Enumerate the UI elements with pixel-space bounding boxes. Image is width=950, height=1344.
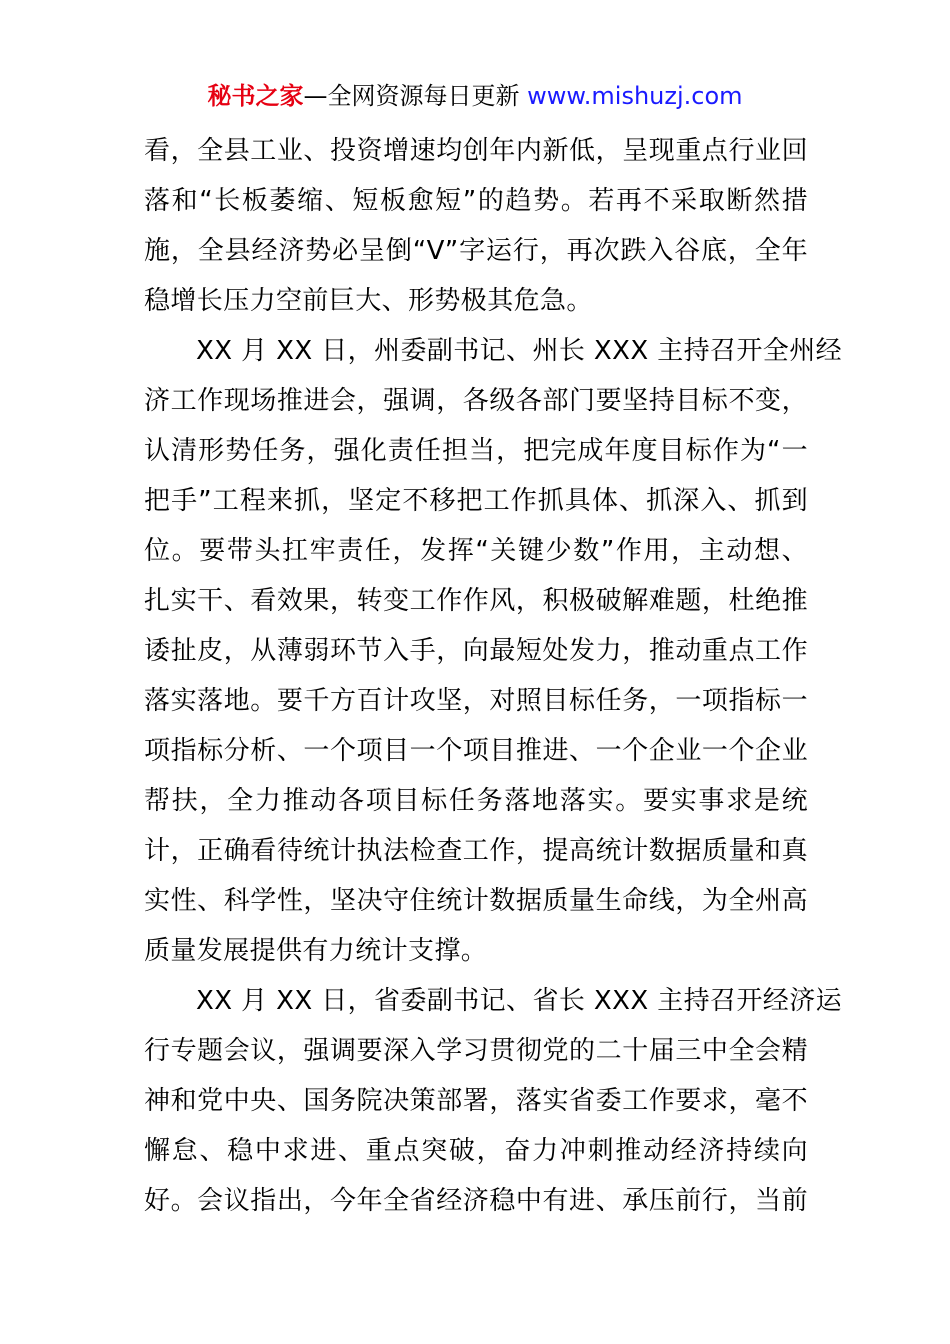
text-line: 质量发展提供有力统计支撑。 bbox=[144, 936, 488, 966]
document-body bbox=[144, 126, 843, 1226]
text-line: 帮扶，全力推动各项目标任务落地落实。要实事求是统 bbox=[144, 786, 808, 816]
text-line: 位。要带头扛牢责任，发挥“关键少数”作用，主动想、 bbox=[144, 536, 808, 566]
text-line: 济工作现场推进会，强调，各级各部门要坚持目标不变， bbox=[144, 386, 808, 416]
text-line: 项指标分析、一个项目一个项目推进、一个企业一个企业 bbox=[144, 736, 808, 766]
text-line: 懈怠、稳中求进、重点突破，奋力冲刺推动经济持续向 bbox=[144, 1136, 808, 1166]
paragraph-1 bbox=[144, 126, 808, 326]
text-line: 施，全县经济势必呈倒“V”字运行，再次跌入谷底，全年 bbox=[144, 236, 808, 266]
text-line: 看，全县工业、投资增速均创年内新低，呈现重点行业回 bbox=[144, 136, 808, 166]
text-line: 把手”工程来抓，坚定不移把工作抓具体、抓深入、抓到 bbox=[144, 486, 808, 516]
paragraph-2 bbox=[144, 326, 843, 976]
text-line: 实性、科学性，坚决守住统计数据质量生命线，为全州高 bbox=[144, 886, 808, 916]
text-line: 落和“长板萎缩、短板愈短”的趋势。若再不采取断然措 bbox=[144, 186, 808, 216]
text-line: 诿扯皮，从薄弱环节入手，向最短处发力，推动重点工作 bbox=[144, 636, 808, 666]
text-line: 稳增长压力空前巨大、形势极其危急。 bbox=[144, 286, 593, 316]
header-tagline: —全网资源每日更新 bbox=[303, 82, 528, 110]
page-header bbox=[0, 78, 950, 114]
text-line: 行专题会议，强调要深入学习贯彻党的二十届三中全会精 bbox=[144, 1036, 808, 1066]
text-line: 神和党中央、国务院决策部署，落实省委工作要求，毫不 bbox=[144, 1086, 808, 1116]
site-url-link[interactable]: www.mishuzj.com bbox=[527, 82, 743, 110]
text-line: 好。会议指出，今年全省经济稳中有进、承压前行，当前 bbox=[144, 1186, 808, 1216]
text-line: XX 月 XX 日，州委副书记、州长 XXX 主持召开全州经 bbox=[196, 336, 843, 366]
brand-name: 秘书之家 bbox=[207, 82, 304, 110]
text-line: 扎实干、看效果，转变工作作风，积极破解难题，杜绝推 bbox=[144, 586, 808, 616]
text-line: 落实落地。要千方百计攻坚，对照目标任务，一项指标一 bbox=[144, 686, 808, 716]
paragraph-3 bbox=[144, 976, 843, 1226]
text-line: XX 月 XX 日，省委副书记、省长 XXX 主持召开经济运 bbox=[196, 986, 843, 1016]
text-line: 认清形势任务，强化责任担当，把完成年度目标作为“一 bbox=[144, 436, 808, 466]
text-line: 计，正确看待统计执法检查工作，提高统计数据质量和真 bbox=[144, 836, 808, 866]
